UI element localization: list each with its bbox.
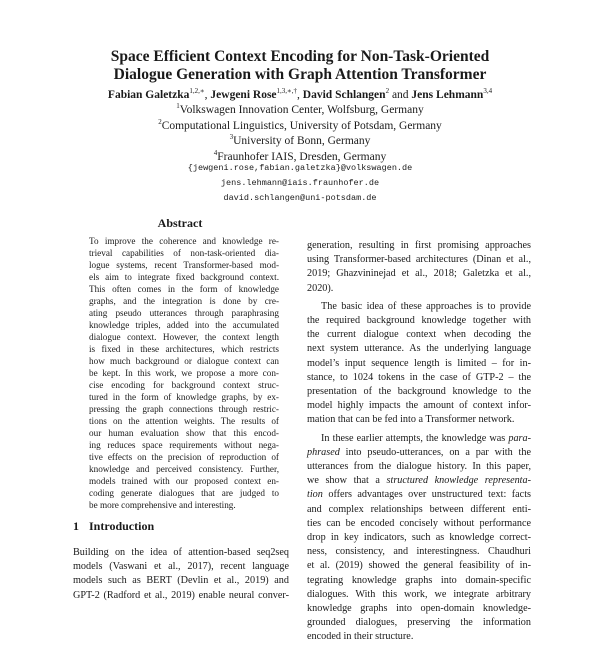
author-3-affil: 2 [385,87,390,96]
paragraph-1 [307,300,531,428]
intro-line: Building on the idea of attention-based seq2seq [73,547,289,558]
right-line: 2019; Ghazvininejad et al., 2018; Galetzka et al., [307,268,531,280]
intro-paragraph [73,546,289,603]
paragraph-2 [307,432,531,645]
right-line: encoded in their structure. [307,631,414,643]
section-number: 1 [73,519,79,533]
abstract-line: be more comprehensive and interesting. [89,500,236,510]
intro-line: models such as BERT (Devlin et al., 2019) and [73,575,289,587]
author-3: David Schlangen [302,89,386,101]
right-line: dialogues. With this work, we integrate arbitrary [307,588,531,600]
abstract-line: cise encoding for background context struc- [89,380,279,390]
right-line: the required background knowledge together with [307,315,531,327]
p2-line-5-text: offers advantages over unstructured text: facts [322,489,531,501]
p2-line-5-emphasis: tion [307,489,323,501]
right-line: tegrating knowledge graphs into domain-specific [307,574,531,586]
right-line: and complex relationships between different enti- [307,503,531,515]
abstract-heading: Abstract [157,216,203,230]
right-line: next system utterance. As the underlying language [307,343,531,355]
author-2-affil: 1,3,∗,† [276,87,298,96]
section-heading [73,519,164,534]
email-2: jens.lehmann@iais.fraunhofer.de [220,178,380,188]
affiliation-2 [0,119,600,135]
p2-line-1-text: In these earlier attempts, the knowledge was [321,432,509,444]
abstract-line: logue systems, recent Transformer-based mod- [89,260,279,270]
p2-line-1 [307,432,531,446]
abstract-line: is fixed in these architectures, which restricts [89,344,279,354]
right-line: knowledge graphs into open-domain knowledge- [307,603,531,615]
title-line-2: Dialogue Generation with Graph Attention Transformer [113,66,487,83]
affiliation-4-mark: 4 [213,148,218,157]
right-line: The basic idea of these approaches is to provide [321,300,531,312]
affiliations [0,103,600,165]
right-line: grounded dialogues, preserving the information [307,617,531,629]
right-line: generation, resulting in first promising approaches [307,240,531,251]
p2-line-2-emphasis: phrased [307,446,340,458]
intro-line: models (Vaswani et al., 2017), recent language [73,561,289,573]
affiliation-1-mark: 1 [176,102,180,111]
email-list [0,161,600,206]
right-line: mation that can be fed into a Transformer network. [307,414,515,426]
abstract-line: els aim to integrate fixed background context. [89,272,279,282]
section-title: Introduction [89,519,155,533]
abstract-line: be kept. In this work, we propose a more con- [89,368,279,378]
p2-line-3: utterances from the dialogue history. In this paper, [307,461,531,473]
author-1: Fabian Galetzka [107,89,190,101]
p2-line-4-emphasis: structured knowledge representa- [386,475,531,487]
p2-line-2-text: into pseudo-utterances, on a par with the [339,446,531,458]
abstract-line: knowledge and perceived consistency. Further, [89,464,279,474]
abstract-line: tured in the form of knowledge graphs, by ex- [89,392,279,402]
right-line: model’s input sequence length is limited – for in- [307,357,531,369]
p2-remaining-lines [307,503,531,645]
affiliation-3-mark: 3 [229,133,234,142]
affiliation-2-mark: 2 [158,117,162,126]
abstract-body [89,235,279,511]
abstract-line: knowledge triples, added into the accumulated [89,320,279,330]
right-line: using Transformer-based architectures (Dinan et al., [307,254,531,266]
intro-line: GPT-2 (Radford et al., 2019) enable neural conver- [73,589,289,601]
right-line: the current dialogue context when decoding the [307,329,531,341]
right-line: 2020). [307,282,334,294]
p2-line-4 [307,474,531,488]
paragraph-0 [307,239,531,296]
abstract-line: how much background or dialogue context can [89,356,279,366]
author-4-affil: 3,4 [483,87,493,96]
affiliation-1 [0,103,600,119]
email-1: {jewgeni.rose,fabian.galetzka}@volkswagen.de [187,163,413,173]
author-4: Jens Lehmann [411,89,484,101]
affiliation-4-text: Fraunhofer IAIS, Dresden, Germany [217,150,387,163]
abstract-line: coding generate dialogues that are judged to [89,488,279,498]
author-list: Fabian Galetzka$^{1,2,∗}$, Jewgeni Rose$^{1,3,∗,\dagger}$, David Schlangen$^2$ and Jens Lehmann$^{3,4}$ [107,87,493,101]
abstract-line: This often comes in the form of knowledge [89,284,279,294]
abstract-line: graphs, and the integration is done by cre- [89,296,279,306]
abstract-line: ating pseudo utterances through paraphrasing [89,308,279,318]
abstract-line: To improve the coherence and knowledge re- [89,236,279,246]
p2-line-1-emphasis: para- [508,432,531,444]
right-line: drop in key indicators, such as knowledge correct- [307,532,531,544]
affiliation-2-text: Computational Linguistics, University of Potsdam, Germany [161,119,442,132]
abstract-line: pressing the graph connections through restric- [89,404,279,414]
right-line: presentation of the background knowledge to the [307,386,531,398]
right-line: model highly impacts the amount of context infor- [307,400,531,412]
email-3: david.schlangen@uni-potsdam.de [223,193,377,203]
p2-line-5 [307,488,531,502]
right-line: ness, consistency, and interestingness. Chaudhuri [307,546,531,558]
right-line: ties can be encoded concisely without performance [307,517,531,529]
abstract-line: trieval capabilities of non-task-oriented dia- [89,248,279,258]
author-2: Jewgeni Rose [210,89,277,101]
affiliation-3 [0,134,600,150]
paper-title [0,48,600,84]
title-line-1: Space Efficient Context Encoding for Non-Task-Oriented [110,48,490,65]
right-line: stance, to 1024 tokens in the case of GTP-2 – the [307,371,531,383]
p2-line-4-text: we show that a [307,475,387,487]
abstract-line: models trained with our proposed context en- [89,476,279,486]
affiliation-3-text: University of Bonn, Germany [233,135,371,147]
abstract-line: tive effects on the precision of reproduction of [89,452,279,462]
right-column [307,239,531,645]
abstract-line: dialogue context. However, the context length [89,332,279,342]
abstract-line: ing reduces space requirements without nega- [89,440,279,450]
abstract-line: our human evaluation show that this encod- [89,428,279,438]
author-1-affil: 1,2,∗ [189,87,205,96]
abstract-line: tions on the attention weights. The results of [89,416,279,426]
affiliation-1-text: Volkswagen Innovation Center, Wolfsburg, Germany [179,104,424,116]
p2-line-2 [307,446,531,460]
right-line: et al. (2019) showed the general feasibility of in- [307,560,531,572]
